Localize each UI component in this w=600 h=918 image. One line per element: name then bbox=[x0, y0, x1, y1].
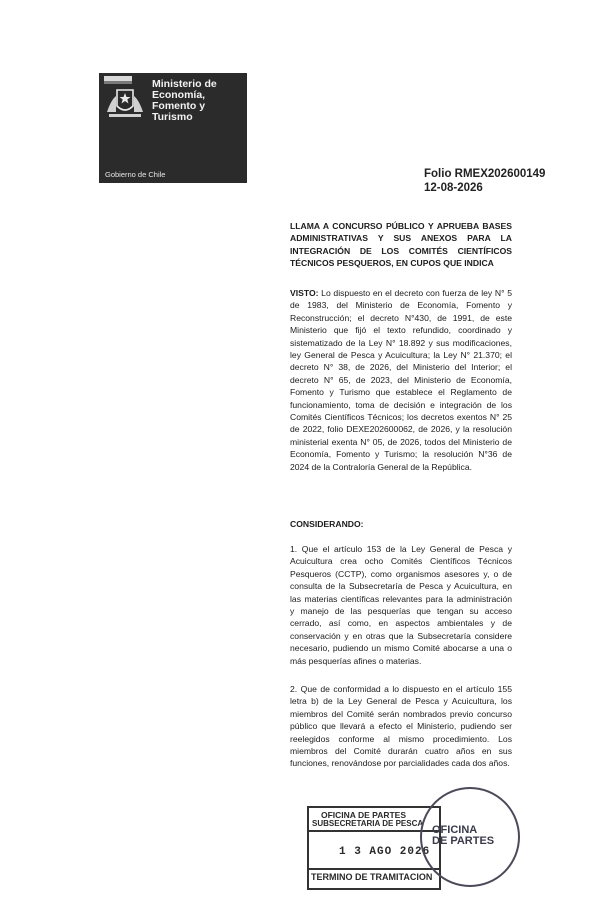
official-seal bbox=[420, 787, 520, 887]
stamp-status: TERMINO DE TRAMITACION bbox=[311, 872, 433, 882]
visto-text: Lo dispuesto en el decreto con fuerza de ley N° 5 de 1983, del Ministerio de Economía, Fomento y Reconstrucción; el decreto N°430, de 1991, de este Ministerio que fijó el texto refundido, coordinado y sistematizado de la Ley N° 18.892 y sus modificaciones, ley General de Pesca y Acuicultura; la Ley N° 21.370; el decreto N° 38, de 2026, del Ministerio del Interior; el decreto N° 65, de 2023, del Ministerio de Economía, Fomento y Turismo que establece el Reglamento de funcionamiento, toma de decisión e integración de los Comités Científicos Técnicos; los decretos exentos N° 25 de 2022, folio DEXE202600062, de 2026, y la resolución ministerial exenta N° 05, de 2026, todos del Ministerio de Economía, Fomento y Turismo; la resolución N°36 de 2024 de la Contraloría General de la República. bbox=[290, 288, 512, 472]
stamp-office-line2: SUBSECRETARIA DE PESCA bbox=[312, 819, 424, 828]
paragraph-1: 1. Que el artículo 153 de la Ley General de Pesca y Acuicultura crea ocho Comités Científicos Técnicos Pesqueros (CCTP), como organismos asesores y, o de consulta de la Subsecretaría de Pesca y Acuicultura, en las materias científicas relevantes para la administración y manejo de las pesquerías que tengan su acceso cerrado, así como, en aspectos ambientales y de conservación y en otras que la Subsecretaría considere necesario, pudiendo un mismo Comité abocarse a una o más pesquerías afines o materias. bbox=[290, 544, 512, 666]
folio-block bbox=[424, 167, 545, 195]
seal-text: OFICINA DE PARTES bbox=[432, 824, 495, 847]
stamp-office-line1: OFICINA DE PARTES bbox=[321, 810, 407, 820]
visto-section bbox=[290, 287, 512, 473]
government-label: Gobierno de Chile bbox=[105, 170, 166, 179]
paragraph-2: 2. Que de conformidad a lo dispuesto en el artículo 155 letra b) de la Ley General de Pesca y Acuicultura, los miembros del Comité serán nombrados previo concurso público que llevará a efecto el Ministerio, pudiendo ser reelegidos conforme al mismo procedimiento. Los miembros del Comité durarán cuatro años en sus funciones, renovándose por parcialidades cada dos años. bbox=[290, 684, 512, 769]
ministry-logo bbox=[99, 73, 247, 183]
document-title: LLAMA A CONCURSO PÚBLICO Y APRUEBA BASES ADMINISTRATIVAS Y SUS ANEXOS PARA LA INTEGRACIÓN DE LOS COMITÉS CIENTÍFICOS TÉCNICOS PESQUEROS, EN CUPOS QUE INDICA bbox=[290, 221, 512, 269]
folio-date: 12-08-2026 bbox=[424, 182, 483, 194]
coat-of-arms-icon bbox=[103, 82, 147, 122]
visto-label: VISTO: bbox=[290, 288, 319, 298]
considerando-heading: CONSIDERANDO: bbox=[290, 519, 364, 529]
stamp-date: 1 3 AGO 2026 bbox=[339, 846, 431, 858]
ministry-name: Ministerio de Economía, Fomento y Turismo bbox=[152, 78, 217, 123]
folio-number: Folio RMEX202600149 bbox=[424, 168, 546, 180]
